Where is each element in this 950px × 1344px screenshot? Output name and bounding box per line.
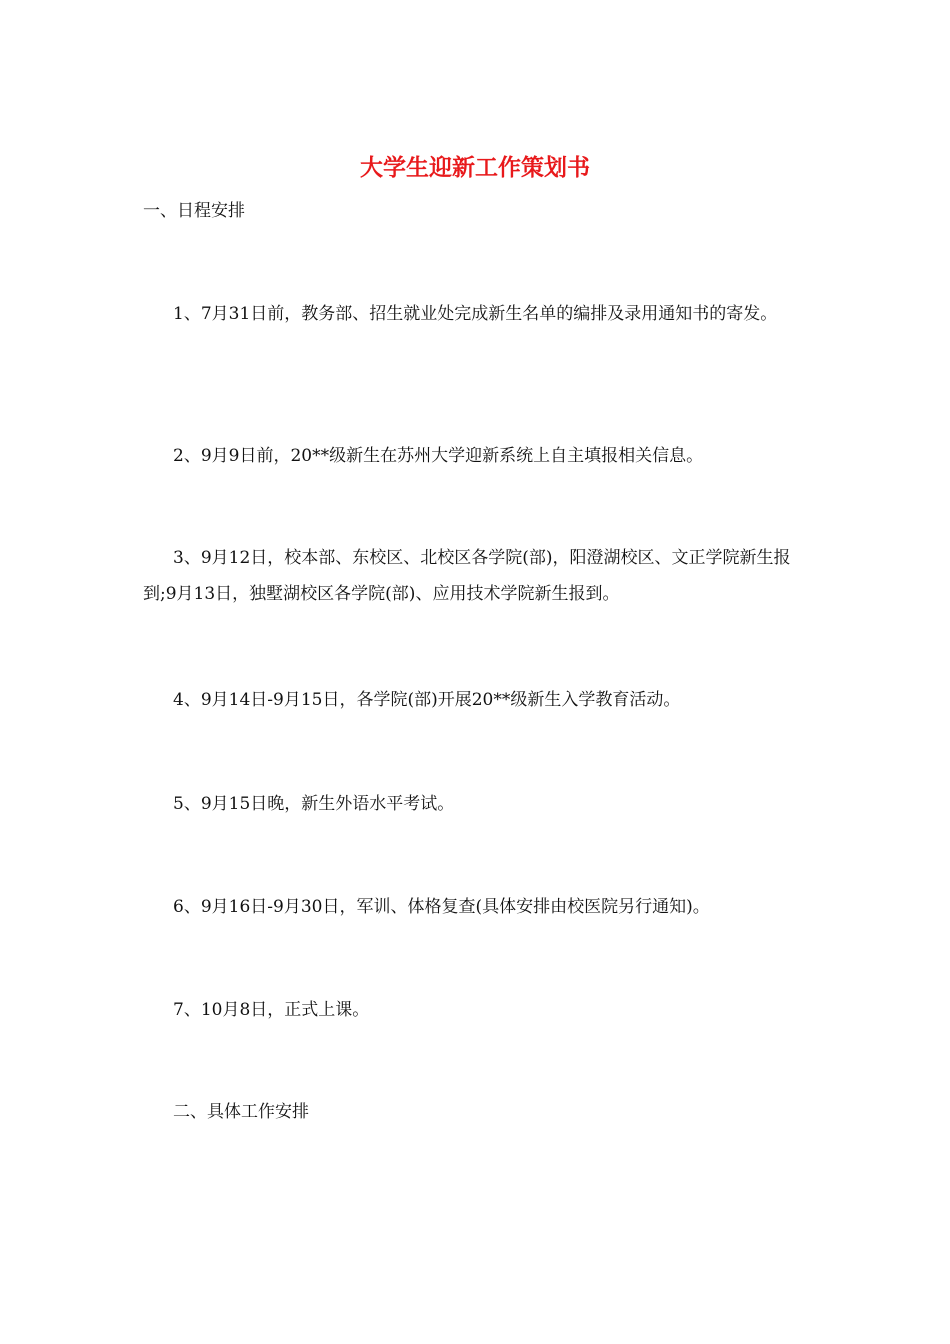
document-title: 大学生迎新工作策划书 [360, 154, 590, 181]
schedule-item-7: 7、10月8日，正式上课。 [173, 1000, 370, 1020]
section-heading-work-arrangement: 二、具体工作安排 [173, 1102, 309, 1122]
schedule-item-5: 5、9月15日晚，新生外语水平考试。 [173, 794, 455, 814]
schedule-item-4: 4、9月14日-9月15日，各学院(部)开展20**级新生入学教育活动。 [173, 690, 681, 710]
schedule-item-3: 3、9月12日，校本部、东校区、北校区各学院(部)，阳澄湖校区、文正学院新生报到;9月13日，独墅湖校区各学院(部)、应用技术学院新生报到。 [143, 548, 791, 604]
schedule-item-1: 1、7月31日前，教务部、招生就业处完成新生名单的编排及录用通知书的寄发。 [173, 304, 778, 324]
schedule-item-2: 2、9月9日前，20**级新生在苏州大学迎新系统上自主填报相关信息。 [173, 446, 704, 466]
section-heading-schedule: 一、日程安排 [143, 201, 245, 221]
schedule-item-6: 6、9月16日-9月30日，军训、体格复查(具体安排由校医院另行通知)。 [173, 897, 710, 917]
